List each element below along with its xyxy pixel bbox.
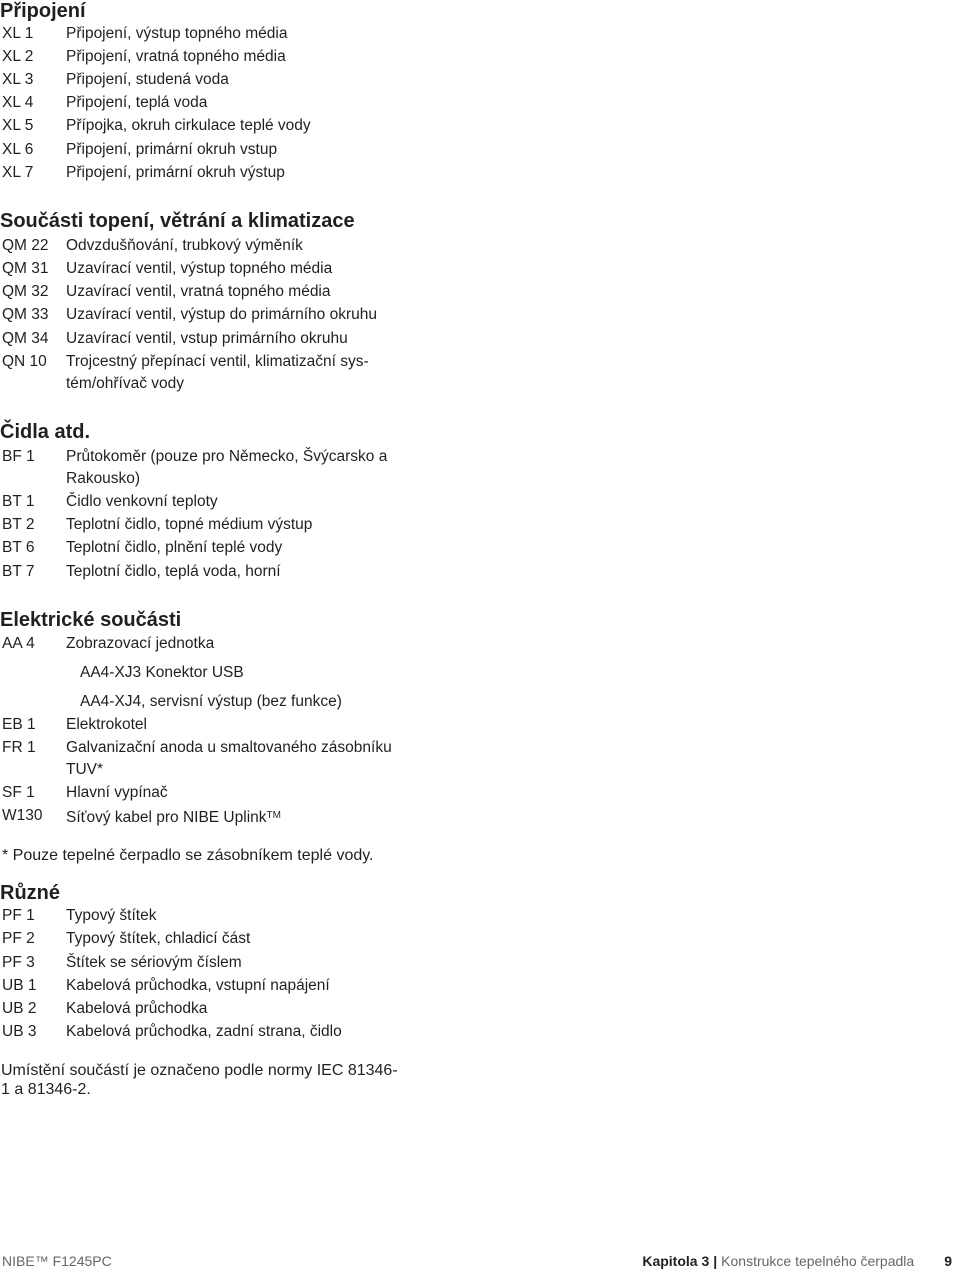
component-description: Teplotní čidlo, topné médium výstup xyxy=(66,516,313,533)
component-description: Průtokoměr (pouze pro Německo, Švýcarsko a xyxy=(66,448,388,465)
component-code: W130 xyxy=(2,807,43,824)
component-code: UB 2 xyxy=(2,1000,37,1017)
standard-note xyxy=(1,1061,398,1099)
section-heading-hvac: Součásti topení, větrání a klimatizace xyxy=(0,210,355,232)
component-code: AA 4 xyxy=(2,635,35,652)
component-code: XL 3 xyxy=(2,71,34,88)
section-heading-electrical: Elektrické součásti xyxy=(0,609,182,631)
component-code: QN 10 xyxy=(2,353,47,370)
section-heading-misc: Různé xyxy=(0,882,60,904)
component-description: Kabelová průchodka, zadní strana, čidlo xyxy=(66,1023,342,1040)
component-code: FR 1 xyxy=(2,739,36,756)
component-description: Typový štítek xyxy=(66,907,157,924)
component-description: Uzavírací ventil, výstup topného média xyxy=(66,260,333,277)
component-code: XL 5 xyxy=(2,117,34,134)
component-description-continued: tém/ohřívač vody xyxy=(66,375,185,392)
footnote: * Pouze tepelné čerpadlo se zásobníkem teplé vody. xyxy=(2,847,374,864)
component-description: Připojení, výstup topného média xyxy=(66,25,288,42)
component-description: Přípojka, okruh cirkulace teplé vody xyxy=(66,117,311,134)
component-description: Uzavírací ventil, vstup primárního okruhu xyxy=(66,330,348,347)
component-description: Odvzdušňování, trubkový výměník xyxy=(66,237,303,254)
component-code: SF 1 xyxy=(2,784,35,801)
standard-note-line2: 1 a 81346-2. xyxy=(1,1081,91,1098)
component-description: Kabelová průchodka, vstupní napájení xyxy=(66,977,330,994)
component-code: XL 4 xyxy=(2,94,34,111)
component-code: PF 3 xyxy=(2,954,35,971)
component-description: Hlavní vypínač xyxy=(66,784,168,801)
trademark-superscript: TM xyxy=(266,810,281,821)
component-description: Kabelová průchodka xyxy=(66,1000,208,1017)
component-code: XL 2 xyxy=(2,48,34,65)
component-code: QM 32 xyxy=(2,283,49,300)
component-description: Připojení, vratná topného média xyxy=(66,48,286,65)
subcomponent-description: AA4-XJ4, servisní výstup (bez funkce) xyxy=(80,693,342,710)
component-code: BT 6 xyxy=(2,539,35,556)
component-description: Galvanizační anoda u smaltovaného zásobníku xyxy=(66,739,392,756)
standard-note-line1: Umístění součástí je označeno podle normy IEC 81346- xyxy=(1,1062,398,1079)
component-code: BT 7 xyxy=(2,563,35,580)
component-description: Připojení, studená voda xyxy=(66,71,229,88)
component-description-continued: TUV* xyxy=(66,761,104,778)
page-number: 9 xyxy=(944,1253,952,1269)
component-description: Zobrazovací jednotka xyxy=(66,635,215,652)
component-description: Připojení, primární okruh výstup xyxy=(66,164,285,181)
component-code: QM 33 xyxy=(2,306,49,323)
section-heading-sensors: Čidla atd. xyxy=(0,421,91,443)
page-footer xyxy=(0,1251,960,1273)
component-code: BT 1 xyxy=(2,493,35,510)
component-code: XL 1 xyxy=(2,25,34,42)
component-description-continued: Rakousko) xyxy=(66,470,141,487)
component-description: Uzavírací ventil, výstup do primárního okruhu xyxy=(66,306,377,323)
component-code: UB 1 xyxy=(2,977,37,994)
footer-separator: | xyxy=(713,1253,718,1269)
component-description: Trojcestný přepínací ventil, klimatizační sys- xyxy=(66,353,369,370)
component-description: Štítek se sériovým číslem xyxy=(66,954,242,971)
footer-chapter-title: Konstrukce tepelného čerpadla xyxy=(721,1253,915,1269)
section-heading-connections: Připojení xyxy=(0,0,86,22)
footer-product: NIBE™ F1245PC xyxy=(2,1253,112,1269)
component-description: Elektrokotel xyxy=(66,716,147,733)
component-description: Typový štítek, chladicí část xyxy=(66,930,251,947)
component-description: Teplotní čidlo, teplá voda, horní xyxy=(66,563,281,580)
component-description: Uzavírací ventil, vratná topného média xyxy=(66,283,331,300)
component-code: EB 1 xyxy=(2,716,36,733)
component-code: XL 6 xyxy=(2,141,34,158)
component-description: Připojení, teplá voda xyxy=(66,94,208,111)
component-code: BT 2 xyxy=(2,516,35,533)
component-description xyxy=(66,805,281,829)
component-code: QM 31 xyxy=(2,260,49,277)
component-description: Čidlo venkovní teploty xyxy=(66,493,218,510)
component-code: UB 3 xyxy=(2,1023,37,1040)
component-code: XL 7 xyxy=(2,164,34,181)
subcomponent-description: AA4-XJ3 Konektor USB xyxy=(80,664,244,681)
component-description: Teplotní čidlo, plnění teplé vody xyxy=(66,539,283,556)
component-code: QM 34 xyxy=(2,330,49,347)
component-description: Připojení, primární okruh vstup xyxy=(66,141,278,158)
component-code: PF 1 xyxy=(2,907,35,924)
uplink-text: Síťový kabel pro NIBE Uplink xyxy=(66,809,267,826)
footer-chapter-info xyxy=(642,1253,952,1269)
component-code: QM 22 xyxy=(2,237,49,254)
footer-chapter: Kapitola 3 xyxy=(642,1253,710,1269)
component-code: PF 2 xyxy=(2,930,35,947)
component-code: BF 1 xyxy=(2,448,35,465)
